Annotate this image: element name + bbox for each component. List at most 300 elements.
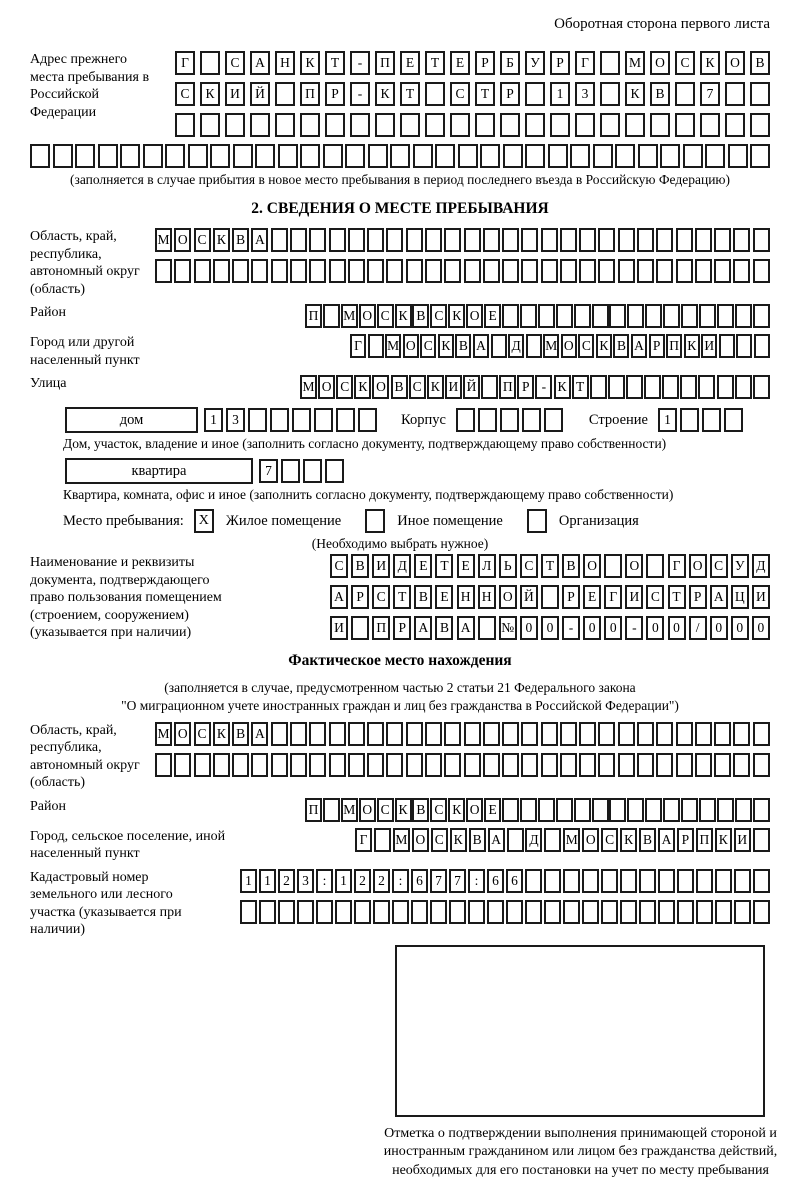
char-cell[interactable] xyxy=(544,828,561,852)
char-cell[interactable]: П xyxy=(305,798,322,822)
char-cell[interactable]: О xyxy=(359,798,376,822)
char-cell[interactable]: Ц xyxy=(731,585,749,609)
char-cell[interactable] xyxy=(464,722,481,746)
char-cell[interactable] xyxy=(367,228,384,252)
char-cell[interactable] xyxy=(386,753,403,777)
char-cell[interactable] xyxy=(373,900,390,924)
char-cell[interactable] xyxy=(662,375,679,399)
char-cell[interactable] xyxy=(525,144,545,168)
char-cell[interactable] xyxy=(733,228,750,252)
char-cell[interactable] xyxy=(281,459,300,483)
char-cell[interactable] xyxy=(592,798,609,822)
char-cell[interactable] xyxy=(627,798,644,822)
char-cell[interactable]: Е xyxy=(414,554,432,578)
char-cell[interactable]: О xyxy=(174,228,191,252)
char-cell[interactable] xyxy=(329,722,346,746)
char-cell[interactable] xyxy=(676,722,693,746)
char-cell[interactable] xyxy=(483,753,500,777)
char-cell[interactable]: С xyxy=(601,828,618,852)
char-cell[interactable]: 1 xyxy=(204,408,223,432)
char-cell[interactable] xyxy=(458,144,478,168)
char-cell[interactable] xyxy=(696,900,713,924)
char-cell[interactable]: С xyxy=(578,334,594,358)
char-cell[interactable]: С xyxy=(710,554,728,578)
char-cell[interactable] xyxy=(500,408,519,432)
char-cell[interactable]: Г xyxy=(604,585,622,609)
char-cell[interactable]: Е xyxy=(457,554,475,578)
char-cell[interactable]: 3 xyxy=(297,869,314,893)
char-cell[interactable] xyxy=(680,408,699,432)
char-cell[interactable] xyxy=(618,753,635,777)
char-cell[interactable]: А xyxy=(457,616,475,640)
char-cell[interactable]: 3 xyxy=(575,82,595,106)
char-cell[interactable] xyxy=(502,228,519,252)
char-cell[interactable] xyxy=(425,228,442,252)
char-cell[interactable] xyxy=(753,259,770,283)
char-cell[interactable] xyxy=(658,900,675,924)
char-cell[interactable] xyxy=(213,753,230,777)
char-cell[interactable] xyxy=(487,900,504,924)
char-cell[interactable] xyxy=(232,259,249,283)
char-cell[interactable] xyxy=(200,113,220,137)
char-cell[interactable]: 7 xyxy=(449,869,466,893)
char-cell[interactable] xyxy=(598,753,615,777)
char-cell[interactable]: Т xyxy=(393,585,411,609)
char-cell[interactable] xyxy=(615,144,635,168)
char-cell[interactable]: 7 xyxy=(430,869,447,893)
char-cell[interactable]: У xyxy=(731,554,749,578)
char-cell[interactable]: Р xyxy=(649,334,665,358)
char-cell[interactable] xyxy=(309,259,326,283)
char-cell[interactable] xyxy=(143,144,163,168)
char-cell[interactable] xyxy=(574,304,591,328)
char-cell[interactable]: К xyxy=(715,828,732,852)
char-cell[interactable]: О xyxy=(403,334,419,358)
char-cell[interactable] xyxy=(329,753,346,777)
char-cell[interactable] xyxy=(609,798,626,822)
char-cell[interactable] xyxy=(98,144,118,168)
char-cell[interactable]: Р xyxy=(325,82,345,106)
char-cell[interactable]: Н xyxy=(457,585,475,609)
char-cell[interactable]: К xyxy=(596,334,612,358)
char-cell[interactable]: Г xyxy=(355,828,372,852)
char-cell[interactable]: Е xyxy=(583,585,601,609)
char-cell[interactable] xyxy=(53,144,73,168)
char-cell[interactable]: О xyxy=(318,375,335,399)
char-cell[interactable] xyxy=(699,798,716,822)
char-cell[interactable] xyxy=(232,753,249,777)
char-cell[interactable]: Р xyxy=(351,585,369,609)
char-cell[interactable]: П xyxy=(375,51,395,75)
char-cell[interactable] xyxy=(367,722,384,746)
char-cell[interactable] xyxy=(734,869,751,893)
char-cell[interactable] xyxy=(618,259,635,283)
char-cell[interactable]: Е xyxy=(400,51,420,75)
char-cell[interactable] xyxy=(449,900,466,924)
char-cell[interactable]: И xyxy=(225,82,245,106)
char-cell[interactable] xyxy=(544,408,563,432)
char-cell[interactable] xyxy=(680,375,697,399)
char-cell[interactable] xyxy=(717,798,734,822)
char-cell[interactable] xyxy=(676,753,693,777)
char-cell[interactable] xyxy=(278,900,295,924)
char-cell[interactable]: С xyxy=(520,554,538,578)
char-cell[interactable]: Б xyxy=(500,51,520,75)
char-cell[interactable]: 0 xyxy=(520,616,538,640)
char-cell[interactable]: В xyxy=(613,334,629,358)
char-cell[interactable]: Т xyxy=(668,585,686,609)
char-cell[interactable] xyxy=(290,259,307,283)
char-cell[interactable] xyxy=(735,798,752,822)
char-cell[interactable] xyxy=(637,259,654,283)
char-cell[interactable] xyxy=(705,144,725,168)
char-cell[interactable] xyxy=(270,408,289,432)
char-cell[interactable] xyxy=(646,554,664,578)
char-cell[interactable]: 3 xyxy=(226,408,245,432)
char-cell[interactable]: В xyxy=(455,334,471,358)
char-cell[interactable] xyxy=(225,113,245,137)
char-cell[interactable]: 0 xyxy=(752,616,770,640)
char-cell[interactable] xyxy=(656,722,673,746)
char-cell[interactable] xyxy=(645,304,662,328)
char-cell[interactable] xyxy=(155,259,172,283)
char-cell[interactable] xyxy=(525,900,542,924)
char-cell[interactable] xyxy=(733,753,750,777)
char-cell[interactable] xyxy=(714,722,731,746)
char-cell[interactable] xyxy=(444,722,461,746)
char-cell[interactable]: 0 xyxy=(604,616,622,640)
char-cell[interactable] xyxy=(348,722,365,746)
char-cell[interactable]: Е xyxy=(484,304,501,328)
char-cell[interactable]: - xyxy=(350,51,370,75)
char-cell[interactable]: О xyxy=(582,828,599,852)
char-cell[interactable]: А xyxy=(710,585,728,609)
char-cell[interactable]: П xyxy=(300,82,320,106)
char-cell[interactable] xyxy=(579,228,596,252)
char-cell[interactable]: С xyxy=(409,375,426,399)
char-cell[interactable] xyxy=(367,753,384,777)
char-cell[interactable]: / xyxy=(689,616,707,640)
char-cell[interactable] xyxy=(604,554,622,578)
char-cell[interactable] xyxy=(656,228,673,252)
char-cell[interactable] xyxy=(735,304,752,328)
char-cell[interactable] xyxy=(753,228,770,252)
char-cell[interactable]: С xyxy=(336,375,353,399)
char-cell[interactable] xyxy=(251,753,268,777)
char-cell[interactable] xyxy=(300,144,320,168)
char-cell[interactable]: 1 xyxy=(259,869,276,893)
char-cell[interactable] xyxy=(521,259,538,283)
char-cell[interactable] xyxy=(639,869,656,893)
char-cell[interactable]: О xyxy=(174,722,191,746)
char-cell[interactable] xyxy=(348,753,365,777)
char-cell[interactable] xyxy=(309,228,326,252)
char-cell[interactable] xyxy=(323,144,343,168)
char-cell[interactable] xyxy=(627,304,644,328)
char-cell[interactable]: В xyxy=(435,616,453,640)
char-cell[interactable]: С xyxy=(330,554,348,578)
char-cell[interactable]: Д xyxy=(393,554,411,578)
char-cell[interactable] xyxy=(609,304,626,328)
char-cell[interactable]: Н xyxy=(275,51,295,75)
char-cell[interactable] xyxy=(290,228,307,252)
char-cell[interactable] xyxy=(658,869,675,893)
char-cell[interactable] xyxy=(425,113,445,137)
char-cell[interactable]: М xyxy=(625,51,645,75)
char-cell[interactable]: К xyxy=(200,82,220,106)
char-cell[interactable]: К xyxy=(448,304,465,328)
char-cell[interactable] xyxy=(681,304,698,328)
char-cell[interactable]: М xyxy=(393,828,410,852)
char-cell[interactable] xyxy=(174,259,191,283)
char-cell[interactable]: В xyxy=(414,585,432,609)
char-cell[interactable] xyxy=(259,900,276,924)
char-cell[interactable] xyxy=(354,900,371,924)
char-cell[interactable] xyxy=(560,753,577,777)
char-cell[interactable]: В xyxy=(351,554,369,578)
char-cell[interactable]: М xyxy=(341,798,358,822)
char-cell[interactable] xyxy=(663,798,680,822)
char-cell[interactable]: - xyxy=(350,82,370,106)
char-cell[interactable] xyxy=(715,900,732,924)
char-cell[interactable] xyxy=(525,82,545,106)
char-cell[interactable] xyxy=(30,144,50,168)
char-cell[interactable] xyxy=(368,334,384,358)
char-cell[interactable] xyxy=(637,753,654,777)
char-cell[interactable] xyxy=(502,304,519,328)
char-cell[interactable]: С xyxy=(675,51,695,75)
char-cell[interactable] xyxy=(464,753,481,777)
char-cell[interactable]: К xyxy=(300,51,320,75)
char-cell[interactable] xyxy=(155,753,172,777)
char-cell[interactable] xyxy=(750,144,770,168)
char-cell[interactable]: И xyxy=(752,585,770,609)
char-cell[interactable] xyxy=(468,900,485,924)
char-cell[interactable]: Р xyxy=(500,82,520,106)
char-cell[interactable] xyxy=(618,228,635,252)
char-cell[interactable] xyxy=(411,900,428,924)
char-cell[interactable] xyxy=(290,722,307,746)
char-cell[interactable] xyxy=(753,304,770,328)
char-cell[interactable] xyxy=(736,334,752,358)
char-cell[interactable] xyxy=(695,259,712,283)
char-cell[interactable]: К xyxy=(625,82,645,106)
char-cell[interactable] xyxy=(656,259,673,283)
char-cell[interactable] xyxy=(390,144,410,168)
char-cell[interactable]: А xyxy=(488,828,505,852)
char-cell[interactable]: - xyxy=(562,616,580,640)
char-cell[interactable]: П xyxy=(305,304,322,328)
char-cell[interactable]: В xyxy=(232,722,249,746)
char-cell[interactable] xyxy=(309,722,326,746)
char-cell[interactable] xyxy=(375,113,395,137)
char-cell[interactable]: О xyxy=(650,51,670,75)
char-cell[interactable]: Р xyxy=(517,375,534,399)
char-cell[interactable] xyxy=(456,408,475,432)
char-cell[interactable] xyxy=(292,408,311,432)
checkbox-other-premises[interactable] xyxy=(365,509,385,533)
char-cell[interactable] xyxy=(582,869,599,893)
char-cell[interactable]: И xyxy=(701,334,717,358)
char-cell[interactable]: С xyxy=(450,82,470,106)
char-cell[interactable] xyxy=(386,722,403,746)
checkbox-residential[interactable]: X xyxy=(194,509,214,533)
char-cell[interactable]: М xyxy=(155,228,172,252)
char-cell[interactable] xyxy=(753,798,770,822)
char-cell[interactable] xyxy=(544,869,561,893)
char-cell[interactable] xyxy=(464,228,481,252)
char-cell[interactable] xyxy=(329,228,346,252)
char-cell[interactable]: В xyxy=(412,304,429,328)
char-cell[interactable]: О xyxy=(561,334,577,358)
char-cell[interactable] xyxy=(413,144,433,168)
char-cell[interactable]: А xyxy=(330,585,348,609)
char-cell[interactable] xyxy=(386,259,403,283)
char-cell[interactable]: С xyxy=(420,334,436,358)
char-cell[interactable] xyxy=(620,869,637,893)
char-cell[interactable]: О xyxy=(725,51,745,75)
char-cell[interactable]: А xyxy=(414,616,432,640)
char-cell[interactable] xyxy=(483,722,500,746)
char-cell[interactable] xyxy=(735,375,752,399)
char-cell[interactable] xyxy=(425,753,442,777)
char-cell[interactable] xyxy=(563,869,580,893)
char-cell[interactable] xyxy=(677,900,694,924)
char-cell[interactable]: 6 xyxy=(487,869,504,893)
char-cell[interactable] xyxy=(638,144,658,168)
char-cell[interactable] xyxy=(695,722,712,746)
char-cell[interactable] xyxy=(521,722,538,746)
char-cell[interactable] xyxy=(696,869,713,893)
char-cell[interactable]: В xyxy=(232,228,249,252)
char-cell[interactable] xyxy=(502,798,519,822)
char-cell[interactable] xyxy=(450,113,470,137)
char-cell[interactable] xyxy=(502,753,519,777)
char-cell[interactable] xyxy=(478,408,497,432)
char-cell[interactable]: К xyxy=(427,375,444,399)
char-cell[interactable] xyxy=(753,375,770,399)
char-cell[interactable] xyxy=(574,798,591,822)
char-cell[interactable] xyxy=(271,259,288,283)
char-cell[interactable]: Л xyxy=(478,554,496,578)
char-cell[interactable]: С xyxy=(377,304,394,328)
char-cell[interactable] xyxy=(677,869,694,893)
char-cell[interactable] xyxy=(700,113,720,137)
char-cell[interactable] xyxy=(560,259,577,283)
char-cell[interactable] xyxy=(297,900,314,924)
char-cell[interactable] xyxy=(683,144,703,168)
char-cell[interactable]: Р xyxy=(689,585,707,609)
char-cell[interactable]: Р xyxy=(550,51,570,75)
char-cell[interactable]: О xyxy=(689,554,707,578)
char-cell[interactable] xyxy=(608,375,625,399)
char-cell[interactable] xyxy=(522,408,541,432)
char-cell[interactable] xyxy=(336,408,355,432)
char-cell[interactable] xyxy=(444,753,461,777)
char-cell[interactable]: 0 xyxy=(668,616,686,640)
char-cell[interactable] xyxy=(368,144,388,168)
char-cell[interactable]: Т xyxy=(435,554,453,578)
char-cell[interactable] xyxy=(717,304,734,328)
char-cell[interactable]: Д xyxy=(525,828,542,852)
char-cell[interactable]: 2 xyxy=(373,869,390,893)
char-cell[interactable]: О xyxy=(466,798,483,822)
char-cell[interactable] xyxy=(750,82,770,106)
char-cell[interactable] xyxy=(165,144,185,168)
char-cell[interactable] xyxy=(719,334,735,358)
char-cell[interactable]: В xyxy=(650,82,670,106)
char-cell[interactable]: С xyxy=(225,51,245,75)
char-cell[interactable]: Т xyxy=(400,82,420,106)
char-cell[interactable] xyxy=(570,144,590,168)
char-cell[interactable]: К xyxy=(438,334,454,358)
char-cell[interactable] xyxy=(483,228,500,252)
char-cell[interactable]: О xyxy=(583,554,601,578)
char-cell[interactable]: С xyxy=(431,828,448,852)
char-cell[interactable]: 2 xyxy=(354,869,371,893)
char-cell[interactable] xyxy=(406,722,423,746)
char-cell[interactable]: Г xyxy=(575,51,595,75)
char-cell[interactable] xyxy=(675,113,695,137)
char-cell[interactable] xyxy=(733,259,750,283)
char-cell[interactable] xyxy=(550,113,570,137)
char-cell[interactable]: С xyxy=(646,585,664,609)
char-cell[interactable]: 0 xyxy=(710,616,728,640)
char-cell[interactable] xyxy=(714,259,731,283)
char-cell[interactable]: К xyxy=(448,798,465,822)
char-cell[interactable] xyxy=(663,304,680,328)
char-cell[interactable] xyxy=(598,722,615,746)
char-cell[interactable] xyxy=(717,375,734,399)
char-cell[interactable] xyxy=(753,900,770,924)
char-cell[interactable]: : xyxy=(468,869,485,893)
char-cell[interactable]: Е xyxy=(484,798,501,822)
char-cell[interactable]: 0 xyxy=(583,616,601,640)
char-cell[interactable]: С xyxy=(372,585,390,609)
char-cell[interactable] xyxy=(481,375,498,399)
char-cell[interactable]: К xyxy=(354,375,371,399)
char-cell[interactable]: Т xyxy=(541,554,559,578)
char-cell[interactable] xyxy=(639,900,656,924)
char-cell[interactable] xyxy=(544,900,561,924)
char-cell[interactable]: К xyxy=(554,375,571,399)
char-cell[interactable]: 1 xyxy=(550,82,570,106)
char-cell[interactable] xyxy=(316,900,333,924)
char-cell[interactable] xyxy=(500,113,520,137)
char-cell[interactable]: А xyxy=(251,722,268,746)
char-cell[interactable] xyxy=(600,51,620,75)
char-cell[interactable]: И xyxy=(734,828,751,852)
char-cell[interactable] xyxy=(645,798,662,822)
char-cell[interactable]: Т xyxy=(475,82,495,106)
char-cell[interactable]: Д xyxy=(508,334,524,358)
char-cell[interactable] xyxy=(556,798,573,822)
char-cell[interactable] xyxy=(575,113,595,137)
char-cell[interactable] xyxy=(248,408,267,432)
char-cell[interactable] xyxy=(660,144,680,168)
char-cell[interactable]: Т xyxy=(572,375,589,399)
char-cell[interactable]: 6 xyxy=(411,869,428,893)
char-cell[interactable]: О xyxy=(466,304,483,328)
char-cell[interactable]: Р xyxy=(393,616,411,640)
char-cell[interactable] xyxy=(502,722,519,746)
char-cell[interactable]: М xyxy=(543,334,559,358)
char-cell[interactable] xyxy=(753,869,770,893)
char-cell[interactable] xyxy=(560,722,577,746)
char-cell[interactable]: Р xyxy=(475,51,495,75)
char-cell[interactable]: Г xyxy=(175,51,195,75)
char-cell[interactable] xyxy=(174,753,191,777)
